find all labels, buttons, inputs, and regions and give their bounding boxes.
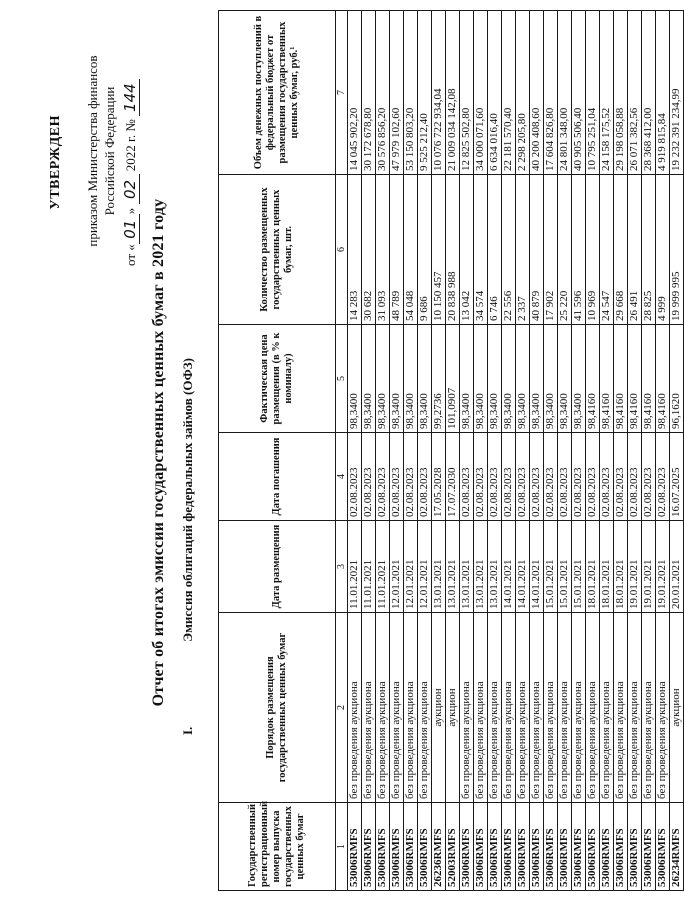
cell-budget-proceeds: 34 000 071,60	[474, 11, 488, 175]
cell-registration-number: 53006RMFS	[348, 803, 362, 891]
table-row	[376, 11, 390, 891]
cell-quantity: 54 048	[404, 175, 418, 325]
cell-budget-proceeds: 28 368 412,00	[642, 11, 656, 175]
section-number: I.	[180, 726, 195, 735]
cell-placement-procedure: без проведения аукциона	[390, 613, 404, 803]
table-row	[404, 11, 418, 891]
table-header-row	[219, 11, 336, 891]
cell-budget-proceeds: 47 979 102,60	[390, 11, 404, 175]
cell-maturity-date: 02.08.2023	[488, 433, 502, 521]
table-row	[516, 11, 530, 891]
cell-actual-price: 98,3400	[572, 325, 586, 433]
cell-placement-date: 11.01.2021	[376, 521, 390, 613]
cell-quantity: 41 596	[572, 175, 586, 325]
cell-placement-date: 12.01.2021	[418, 521, 432, 613]
cell-actual-price: 98,3400	[376, 325, 390, 433]
table-row	[572, 11, 586, 891]
cell-quantity: 29 668	[614, 175, 628, 325]
header-registration-number: Государственный регистрационный номер выпуска государственных ценных бумаг	[219, 803, 336, 891]
cell-placement-date: 18.01.2021	[600, 521, 614, 613]
cell-placement-date: 15.01.2021	[572, 521, 586, 613]
section-heading	[180, 358, 196, 735]
table-row	[544, 11, 558, 891]
table-row	[558, 11, 572, 891]
cell-maturity-date: 02.08.2023	[348, 433, 362, 521]
cell-placement-procedure: без проведения аукциона	[558, 613, 572, 803]
order-line-2: Российской Федерации	[102, 86, 117, 216]
cell-quantity: 24 547	[600, 175, 614, 325]
header-maturity-date: Дата погашения	[219, 433, 336, 521]
cell-registration-number: 53006RMFS	[516, 803, 530, 891]
cell-quantity: 25 220	[558, 175, 572, 325]
cell-budget-proceeds: 9 525 212,40	[418, 11, 432, 175]
cell-registration-number: 53006RMFS	[572, 803, 586, 891]
cell-actual-price: 98,3400	[558, 325, 572, 433]
cell-placement-procedure: без проведения аукциона	[502, 613, 516, 803]
cell-actual-price: 98,3400	[544, 325, 558, 433]
cell-budget-proceeds: 6 634 016,40	[488, 11, 502, 175]
cell-placement-date: 13.01.2021	[432, 521, 446, 613]
cell-registration-number: 53006RMFS	[418, 803, 432, 891]
cell-quantity: 13 042	[460, 175, 474, 325]
cell-maturity-date: 02.08.2023	[502, 433, 516, 521]
cell-quantity: 22 556	[502, 175, 516, 325]
cell-placement-procedure: без проведения аукциона	[460, 613, 474, 803]
cell-budget-proceeds: 21 009 034 142,08	[446, 11, 460, 175]
cell-quantity: 4 999	[656, 175, 670, 325]
cell-quantity: 2 337	[516, 175, 530, 325]
cell-placement-date: 20.01.2021	[670, 521, 684, 613]
cell-quantity: 14 283	[348, 175, 362, 325]
cell-placement-date: 12.01.2021	[390, 521, 404, 613]
cell-quantity: 10 969	[586, 175, 600, 325]
cell-placement-procedure: без проведения аукциона	[362, 613, 376, 803]
table-row	[474, 11, 488, 891]
cell-maturity-date: 02.08.2023	[614, 433, 628, 521]
table-row	[446, 11, 460, 891]
table-row	[614, 11, 628, 891]
cell-maturity-date: 02.08.2023	[656, 433, 670, 521]
cell-budget-proceeds: 24 801 348,00	[558, 11, 572, 175]
column-index: 7	[336, 11, 348, 175]
cell-placement-date: 13.01.2021	[474, 521, 488, 613]
table-row	[656, 11, 670, 891]
cell-placement-date: 13.01.2021	[446, 521, 460, 613]
cell-quantity: 20 838 988	[446, 175, 460, 325]
cell-quantity: 19 999 995	[670, 175, 684, 325]
column-index: 1	[336, 803, 348, 891]
date-prefix: от «	[123, 244, 138, 266]
order-date-line	[122, 36, 140, 266]
cell-budget-proceeds: 40 200 408,60	[530, 11, 544, 175]
cell-actual-price: 99,2736	[432, 325, 446, 433]
cell-maturity-date: 02.08.2023	[460, 433, 474, 521]
cell-placement-date: 13.01.2021	[488, 521, 502, 613]
cell-budget-proceeds: 14 045 902,20	[348, 11, 362, 175]
table-row	[432, 11, 446, 891]
cell-registration-number: 53006RMFS	[656, 803, 670, 891]
cell-maturity-date: 02.08.2023	[642, 433, 656, 521]
cell-budget-proceeds: 53 150 803,20	[404, 11, 418, 175]
cell-registration-number: 53006RMFS	[558, 803, 572, 891]
cell-placement-procedure: без проведения аукциона	[404, 613, 418, 803]
cell-registration-number: 53006RMFS	[474, 803, 488, 891]
column-index: 6	[336, 175, 348, 325]
cell-maturity-date: 02.08.2023	[600, 433, 614, 521]
cell-quantity: 6 746	[488, 175, 502, 325]
cell-registration-number: 53006RMFS	[642, 803, 656, 891]
cell-registration-number: 53006RMFS	[362, 803, 376, 891]
cell-placement-procedure: аукцион	[670, 613, 684, 803]
cell-placement-date: 15.01.2021	[558, 521, 572, 613]
cell-registration-number: 53006RMFS	[502, 803, 516, 891]
table-row	[460, 11, 474, 891]
cell-actual-price: 98,3400	[516, 325, 530, 433]
table-row	[600, 11, 614, 891]
cell-quantity: 30 682	[362, 175, 376, 325]
cell-placement-procedure: без проведения аукциона	[418, 613, 432, 803]
cell-placement-procedure: без проведения аукциона	[544, 613, 558, 803]
cell-maturity-date: 02.08.2023	[530, 433, 544, 521]
table-row	[530, 11, 544, 891]
cell-budget-proceeds: 4 919 815,84	[656, 11, 670, 175]
cell-registration-number: 53006RMFS	[628, 803, 642, 891]
cell-budget-proceeds: 19 232 391 234,99	[670, 11, 684, 175]
cell-actual-price: 98,3400	[348, 325, 362, 433]
cell-placement-procedure: без проведения аукциона	[572, 613, 586, 803]
cell-budget-proceeds: 12 825 502,80	[460, 11, 474, 175]
cell-placement-date: 14.01.2021	[516, 521, 530, 613]
cell-actual-price: 98,4160	[656, 325, 670, 433]
cell-actual-price: 98,3400	[362, 325, 376, 433]
cell-placement-procedure: без проведения аукциона	[376, 613, 390, 803]
cell-budget-proceeds: 17 604 826,80	[544, 11, 558, 175]
header-actual-price: Фактическая цена размещения (в % к номиналу)	[219, 325, 336, 433]
cell-placement-date: 12.01.2021	[404, 521, 418, 613]
cell-quantity: 48 789	[390, 175, 404, 325]
cell-registration-number: 53006RMFS	[390, 803, 404, 891]
cell-placement-date: 14.01.2021	[530, 521, 544, 613]
table-row	[586, 11, 600, 891]
issuance-table	[218, 10, 684, 891]
cell-budget-proceeds: 22 181 570,40	[502, 11, 516, 175]
table-body	[336, 11, 684, 891]
cell-maturity-date: 02.08.2023	[404, 433, 418, 521]
table-row	[362, 11, 376, 891]
cell-registration-number: 53006RMFS	[404, 803, 418, 891]
cell-placement-date: 18.01.2021	[586, 521, 600, 613]
cell-placement-procedure: без проведения аукциона	[474, 613, 488, 803]
cell-actual-price: 98,3400	[460, 325, 474, 433]
cell-actual-price: 98,3400	[404, 325, 418, 433]
cell-maturity-date: 02.08.2023	[544, 433, 558, 521]
cell-actual-price: 96,1620	[670, 325, 684, 433]
header-placement-date: Дата размещения	[219, 521, 336, 613]
cell-actual-price: 98,3400	[474, 325, 488, 433]
cell-budget-proceeds: 40 905 506,40	[572, 11, 586, 175]
table-row	[628, 11, 642, 891]
column-index: 5	[336, 325, 348, 433]
cell-placement-date: 13.01.2021	[460, 521, 474, 613]
table-row	[418, 11, 432, 891]
cell-actual-price: 98,3400	[418, 325, 432, 433]
cell-registration-number: 53006RMFS	[460, 803, 474, 891]
column-index: 3	[336, 521, 348, 613]
table-row	[390, 11, 404, 891]
table-row	[502, 11, 516, 891]
header-budget-proceeds: Объем денежных поступлений в федеральный бюджет от размещения государственных ценных бумаг, руб.¹	[219, 11, 336, 175]
header-placement-procedure: Порядок размещения государственных ценных бумаг	[219, 613, 336, 803]
cell-maturity-date: 02.08.2023	[390, 433, 404, 521]
column-index: 4	[336, 433, 348, 521]
order-reference	[84, 36, 140, 266]
cell-budget-proceeds: 26 071 382,56	[628, 11, 642, 175]
cell-placement-date: 18.01.2021	[614, 521, 628, 613]
cell-placement-procedure: без проведения аукциона	[348, 613, 362, 803]
cell-placement-procedure: аукцион	[432, 613, 446, 803]
table-row	[348, 11, 362, 891]
cell-placement-procedure: без проведения аукциона	[600, 613, 614, 803]
cell-quantity: 26 491	[628, 175, 642, 325]
cell-maturity-date: 02.08.2023	[362, 433, 376, 521]
cell-budget-proceeds: 29 198 058,88	[614, 11, 628, 175]
handwritten-day: 01	[122, 214, 140, 244]
cell-actual-price: 98,3400	[502, 325, 516, 433]
cell-actual-price: 98,4160	[614, 325, 628, 433]
header-quantity: Количество размещенных государственных ценных бумаг, шт.	[219, 175, 336, 325]
cell-placement-procedure: без проведения аукциона	[530, 613, 544, 803]
cell-maturity-date: 02.08.2023	[474, 433, 488, 521]
cell-budget-proceeds: 30 576 856,20	[376, 11, 390, 175]
cell-quantity: 31 093	[376, 175, 390, 325]
cell-maturity-date: 16.07.2025	[670, 433, 684, 521]
handwritten-order-number: 144	[122, 79, 140, 116]
table-row	[488, 11, 502, 891]
cell-placement-procedure: без проведения аукциона	[656, 613, 670, 803]
cell-registration-number: 26236RMFS	[432, 803, 446, 891]
cell-placement-procedure: без проведения аукциона	[628, 613, 642, 803]
cell-budget-proceeds: 2 298 205,80	[516, 11, 530, 175]
column-index-row	[336, 11, 348, 891]
section-name: Эмиссия облигаций федеральных займов (ОФЗ)	[180, 358, 195, 642]
cell-placement-date: 14.01.2021	[502, 521, 516, 613]
cell-maturity-date: 02.08.2023	[572, 433, 586, 521]
cell-placement-date: 19.01.2021	[642, 521, 656, 613]
cell-budget-proceeds: 10 795 251,04	[586, 11, 600, 175]
cell-registration-number: 53006RMFS	[530, 803, 544, 891]
cell-registration-number: 53006RMFS	[544, 803, 558, 891]
cell-actual-price: 98,3400	[530, 325, 544, 433]
cell-quantity: 34 574	[474, 175, 488, 325]
cell-maturity-date: 02.08.2023	[376, 433, 390, 521]
cell-registration-number: 52003RMFS	[446, 803, 460, 891]
cell-actual-price: 101,0907	[446, 325, 460, 433]
cell-placement-date: 15.01.2021	[544, 521, 558, 613]
date-mid: »	[123, 207, 138, 215]
cell-registration-number: 26234RMFS	[670, 803, 684, 891]
cell-placement-procedure: без проведения аукциона	[642, 613, 656, 803]
cell-registration-number: 53006RMFS	[600, 803, 614, 891]
cell-quantity: 17 902	[544, 175, 558, 325]
column-index: 2	[336, 613, 348, 803]
table-row	[642, 11, 656, 891]
cell-actual-price: 98,3400	[390, 325, 404, 433]
cell-maturity-date: 02.08.2023	[586, 433, 600, 521]
cell-placement-procedure: аукцион	[446, 613, 460, 803]
cell-budget-proceeds: 10 076 722 934,04	[432, 11, 446, 175]
cell-quantity: 40 879	[530, 175, 544, 325]
cell-placement-date: 19.01.2021	[656, 521, 670, 613]
cell-actual-price: 98,4160	[586, 325, 600, 433]
cell-maturity-date: 02.08.2023	[516, 433, 530, 521]
report-title: Отчет об итогах эмиссии государственных ценных бумаг в 2021 году	[150, 198, 167, 707]
cell-actual-price: 98,4160	[628, 325, 642, 433]
order-line-1: приказом Министерства финансов	[85, 55, 100, 247]
handwritten-month: 02	[122, 174, 140, 204]
cell-placement-date: 11.01.2021	[348, 521, 362, 613]
cell-placement-date: 11.01.2021	[362, 521, 376, 613]
cell-maturity-date: 02.08.2023	[628, 433, 642, 521]
cell-registration-number: 53006RMFS	[586, 803, 600, 891]
cell-placement-procedure: без проведения аукциона	[516, 613, 530, 803]
cell-maturity-date: 02.08.2023	[418, 433, 432, 521]
cell-placement-procedure: без проведения аукциона	[586, 613, 600, 803]
cell-registration-number: 53006RMFS	[376, 803, 390, 891]
cell-budget-proceeds: 24 158 175,52	[600, 11, 614, 175]
cell-actual-price: 98,3400	[488, 325, 502, 433]
cell-registration-number: 53006RMFS	[614, 803, 628, 891]
table-row	[670, 11, 684, 891]
cell-maturity-date: 02.08.2023	[558, 433, 572, 521]
cell-budget-proceeds: 30 172 678,80	[362, 11, 376, 175]
cell-placement-procedure: без проведения аукциона	[488, 613, 502, 803]
cell-actual-price: 98,4160	[600, 325, 614, 433]
approval-stamp: УТВЕРЖДЕН	[48, 115, 63, 210]
cell-quantity: 9 686	[418, 175, 432, 325]
cell-actual-price: 98,4160	[642, 325, 656, 433]
date-year: 2022 г. №	[123, 119, 138, 172]
cell-quantity: 28 825	[642, 175, 656, 325]
cell-placement-date: 19.01.2021	[628, 521, 642, 613]
cell-registration-number: 53006RMFS	[488, 803, 502, 891]
cell-maturity-date: 17.07.2030	[446, 433, 460, 521]
cell-placement-procedure: без проведения аукциона	[614, 613, 628, 803]
cell-maturity-date: 17.05.2028	[432, 433, 446, 521]
cell-quantity: 10 150 457	[432, 175, 446, 325]
